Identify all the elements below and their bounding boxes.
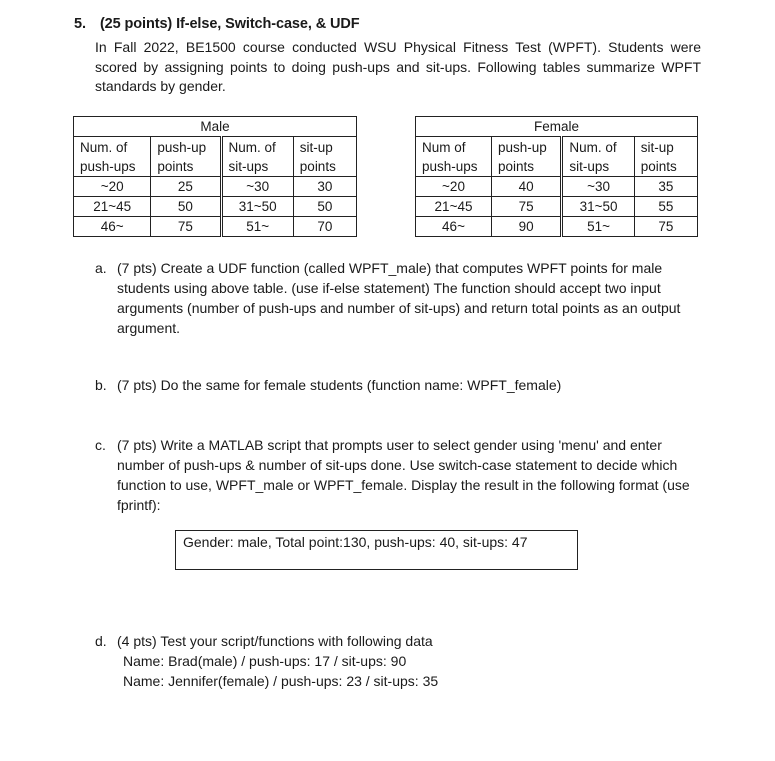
table-header-row xyxy=(74,137,357,177)
question-title xyxy=(74,16,360,32)
table-cell: 46~ xyxy=(74,217,151,237)
table-cell: 75 xyxy=(492,197,562,217)
table-row xyxy=(74,177,357,197)
table-cell: 50 xyxy=(293,197,356,217)
item-label: d. xyxy=(95,633,107,649)
question-intro: In Fall 2022, BE1500 course conducted WSU Physical Fitness Test (WPFT). Students were scored by assigning points to doing push-ups and sit-ups. Following tables summarize WPFT standards by gender. xyxy=(95,39,701,94)
table-header-row xyxy=(416,137,698,177)
table-cell: 51~ xyxy=(221,217,293,237)
table-cell: 51~ xyxy=(562,217,634,237)
column-header: Num. of sit-ups xyxy=(221,137,293,177)
table-cell: 30 xyxy=(293,177,356,197)
column-header: Num. of sit-ups xyxy=(562,137,634,177)
male-standards-table xyxy=(73,116,357,237)
column-header: sit-up points xyxy=(634,137,697,177)
item-label: c. xyxy=(95,437,106,453)
question-number: 5. xyxy=(74,16,86,32)
table-cell: 75 xyxy=(634,217,697,237)
item-text: (7 pts) Create a UDF function (called WPFT_male) that computes WPFT points for male students using above table. (use if-else statement) The function should accept two input arguments (number of push-ups and number of sit-ups) and return total points as an output argument. xyxy=(117,260,681,336)
column-header: Num. of push-ups xyxy=(74,137,151,177)
table-cell: 75 xyxy=(151,217,221,237)
table-cell: ~20 xyxy=(74,177,151,197)
table-row xyxy=(416,217,698,237)
table-title: Male xyxy=(74,117,357,137)
test-case-brad: Name: Brad(male) / push-ups: 17 / sit-ups: 90 xyxy=(123,653,407,669)
table-cell: 21~45 xyxy=(74,197,151,217)
female-standards-table xyxy=(415,116,698,237)
table-cell: 31~50 xyxy=(562,197,634,217)
table-row xyxy=(74,197,357,217)
table-cell: 46~ xyxy=(416,217,492,237)
table-cell: 50 xyxy=(151,197,221,217)
table-cell: ~30 xyxy=(562,177,634,197)
table-row xyxy=(416,197,698,217)
item-label: b. xyxy=(95,377,107,393)
example-output-box xyxy=(175,530,578,570)
column-header: sit-up points xyxy=(293,137,356,177)
table-cell: 35 xyxy=(634,177,697,197)
item-body xyxy=(117,631,617,691)
table-cell: 40 xyxy=(492,177,562,197)
table-cell: 31~50 xyxy=(221,197,293,217)
column-header: push-up points xyxy=(151,137,221,177)
table-cell: ~20 xyxy=(416,177,492,197)
item-label: a. xyxy=(95,260,107,276)
table-cell: ~30 xyxy=(221,177,293,197)
example-output-text: Gender: male, Total point:130, push-ups: 40, sit-ups: 47 xyxy=(183,534,528,550)
item-text: (4 pts) Test your script/functions with following data xyxy=(117,633,433,649)
item-text: (7 pts) Write a MATLAB script that prompts user to select gender using 'menu' and enter number of push-ups & number of sit-ups done. Use switch-case statement to decide which function to use, WPFT_male or WPFT_female. Display the result in the following format (use fprintf): xyxy=(117,437,690,513)
table-title: Female xyxy=(416,117,698,137)
question-heading: (25 points) If-else, Switch-case, & UDF xyxy=(99,16,360,32)
table-cell: 55 xyxy=(634,197,697,217)
table-cell: 70 xyxy=(293,217,356,237)
table-row xyxy=(74,217,357,237)
table-cell: 25 xyxy=(151,177,221,197)
table-cell: 90 xyxy=(492,217,562,237)
column-header: push-up points xyxy=(492,137,562,177)
table-row xyxy=(416,177,698,197)
table-cell: 21~45 xyxy=(416,197,492,217)
item-text: (7 pts) Do the same for female students (function name: WPFT_female) xyxy=(117,377,562,393)
column-header: Num of push-ups xyxy=(416,137,492,177)
test-case-jennifer: Name: Jennifer(female) / push-ups: 23 / sit-ups: 35 xyxy=(123,673,439,689)
